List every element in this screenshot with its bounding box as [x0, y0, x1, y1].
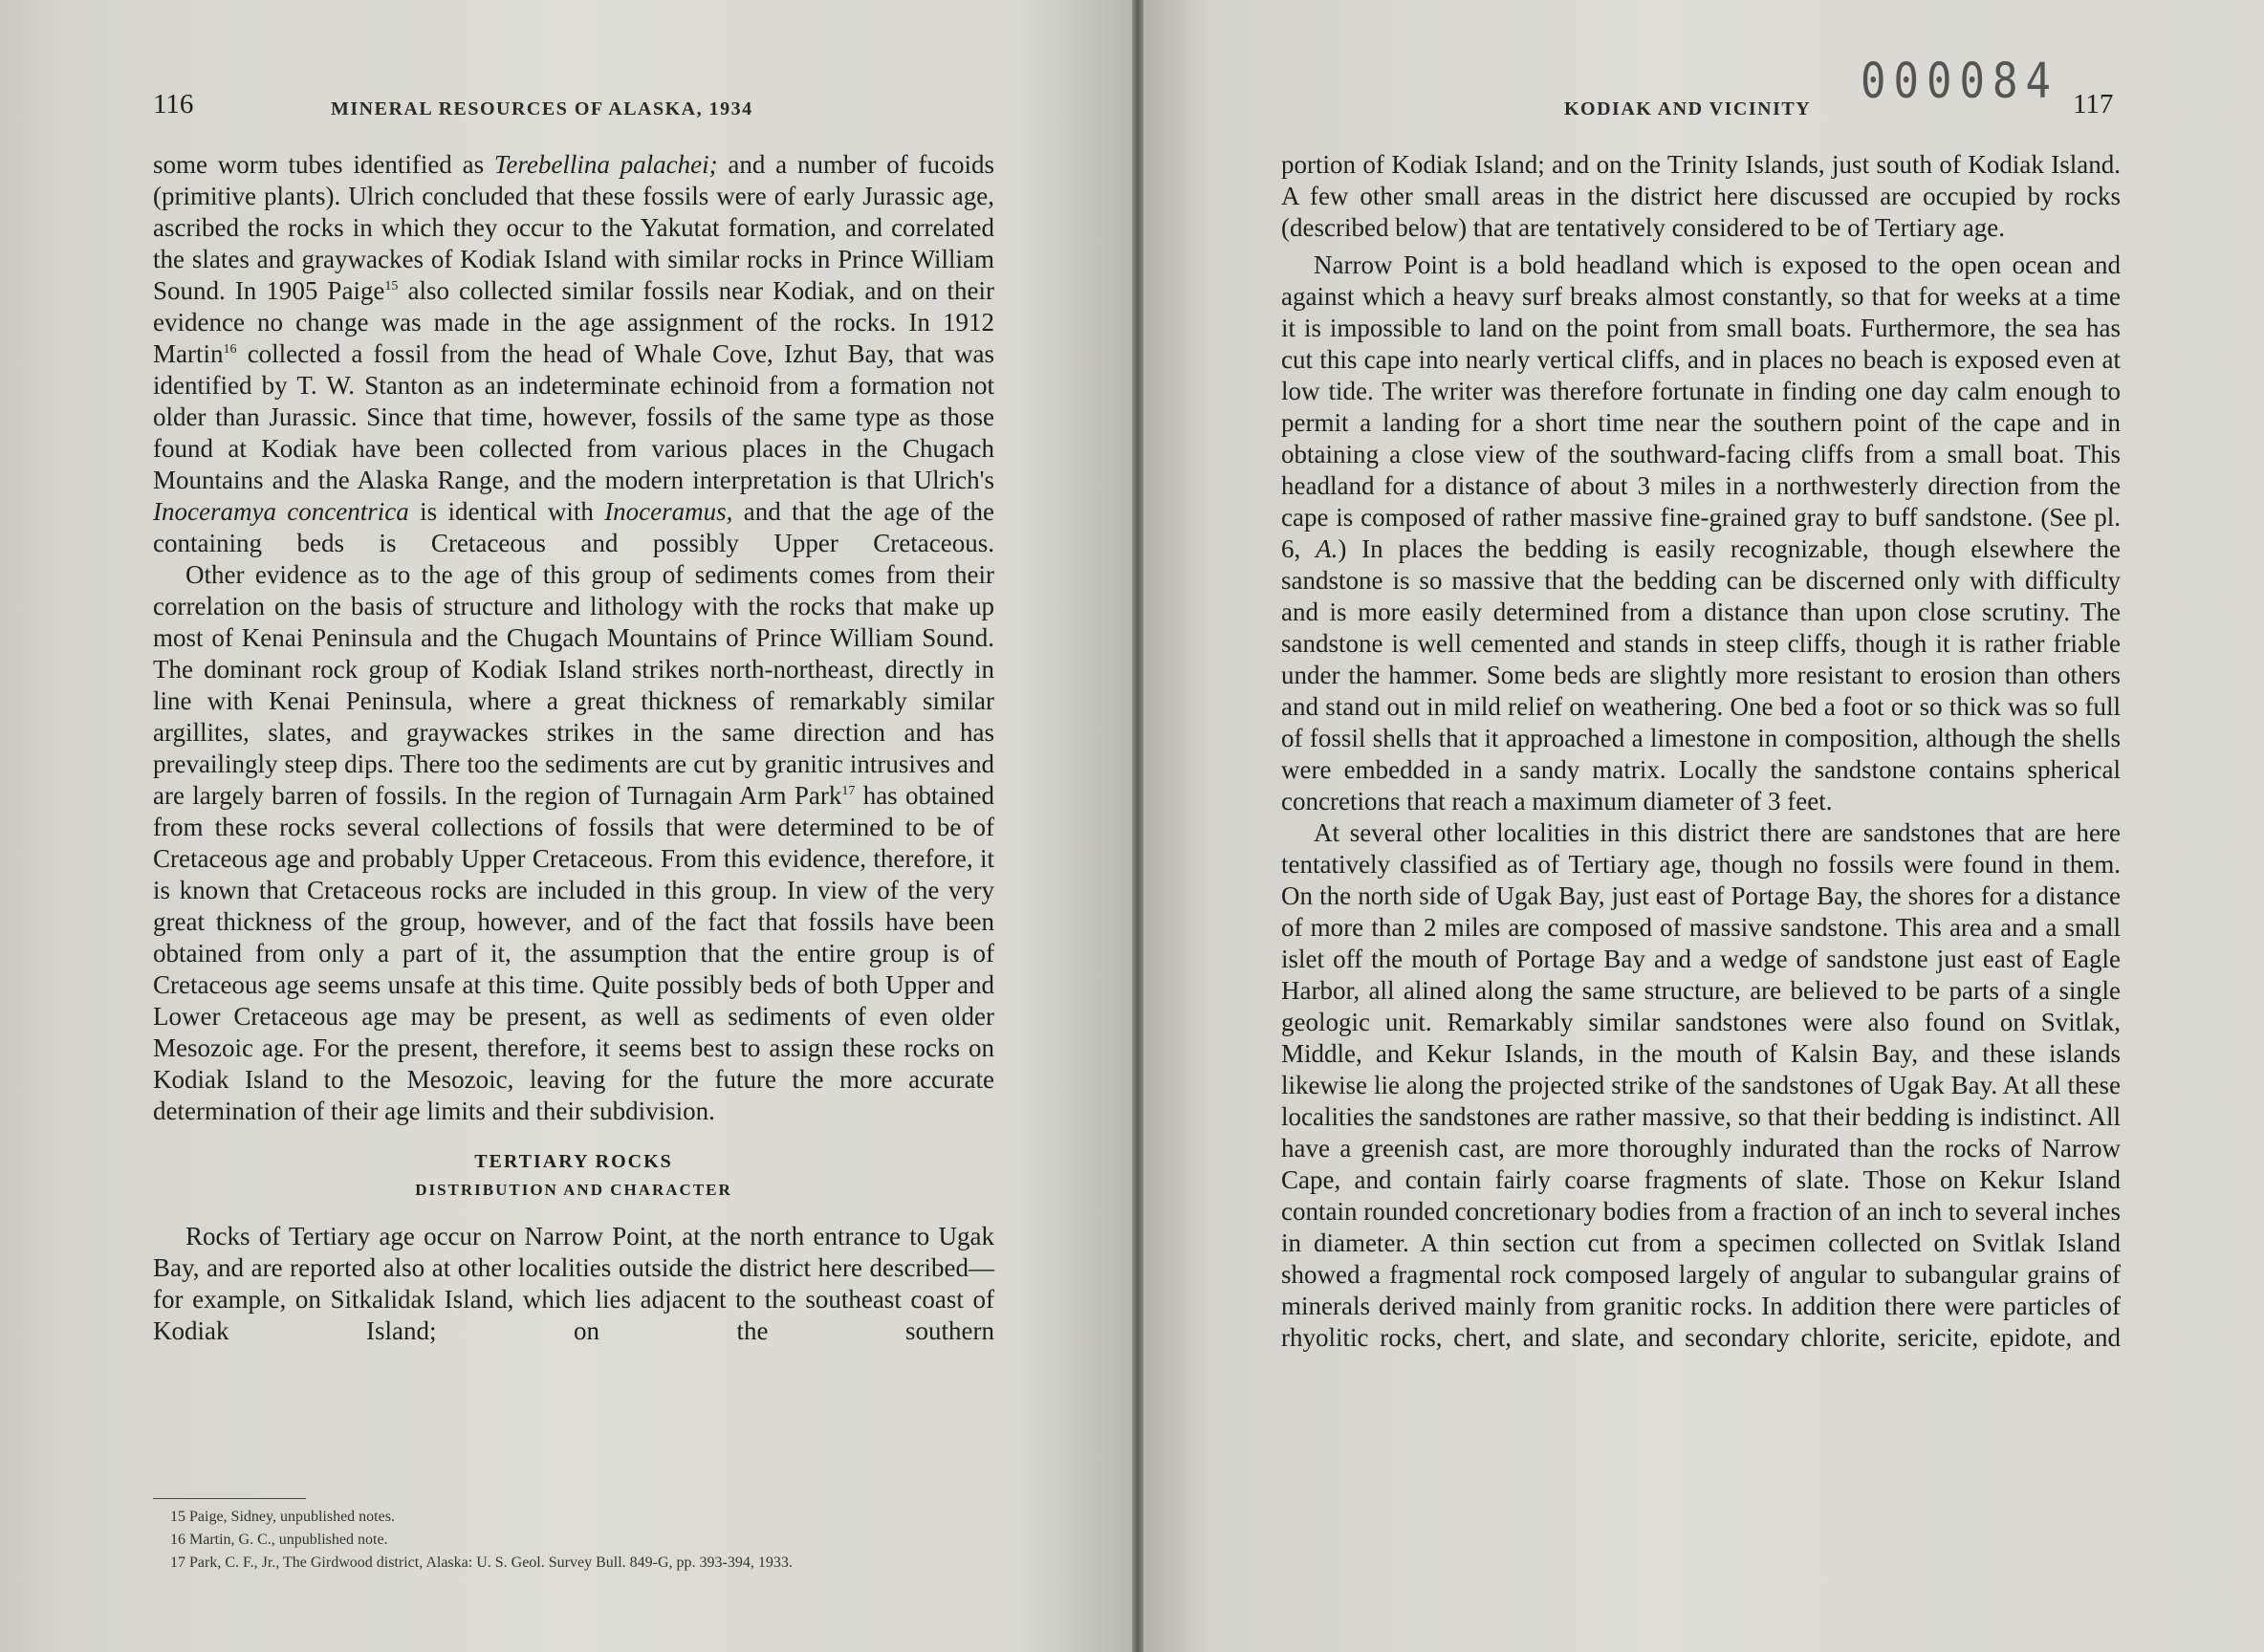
- section-heading: TERTIARY ROCKS: [474, 1151, 673, 1172]
- text-run: Other evidence as to the age of this group of sediments comes from their correlation on the basis of structure and lithology with the rocks that make up most of Kenai Peninsula and the Chugach Mountains of Prince William Sound. The dominant rock group of Kodiak Island strikes north-northeast, directly in line with Kenai Peninsula, where a great thickness of remarkably similar argillites, slates, and graywackes strikes in the same direction and has prevailingly steep dips. There too the sediments are cut by granitic intrusives and are largely barren of fossils. In the region of Turnagain Arm Park: [153, 560, 994, 810]
- footnote: 16 Martin, G. C., unpublished note.: [170, 1532, 388, 1548]
- text-run: and a number of fucoids (primitive plants). Ulrich concluded that these fossils were of early Jurassic age, ascribed the rocks in which they occur to the Yakutat formation, and correlated the slates and graywackes of Kodiak Island with similar rocks in Prince William Sound. In 1905 Paige: [153, 150, 994, 305]
- book-gutter: [1132, 0, 1143, 1652]
- paragraph: Rocks of Tertiary age occur on Narrow Point, at the north entrance to Ugak Bay, and are reported also at other localities outside the district here described—for example, on Sitkalidak Island, which lies adjacent to the southeast coast of Kodiak Island; on the southern: [153, 1222, 994, 1345]
- running-head-right: KODIAK AND VICINITY: [1564, 98, 1812, 120]
- footnote: 15 Paige, Sidney, unpublished notes.: [170, 1509, 395, 1525]
- paragraph: [153, 149, 994, 559]
- footnote-marker: 15: [384, 279, 399, 293]
- text-run: has obtained from these rocks several collections of fossils that were determined to be of Cretaceous age and probably Upper Cretaceous. From this evidence, therefore, it is known that Cretaceous rocks are included in this group. In view of the very great thickness of the group, however, and of the fact that fossils have been obtained from only a part of it, the assumption that the entire group is of Cretaceous age seems unsafe at this time. Quite possibly beds of both Upper and Lower Cretaceous age may be present, as well as sediments of even older Mesozoic age. For the present, therefore, it seems best to assign these rocks on Kodiak Island to the Mesozoic, leaving for the future the more accurate determination of their age limits and their subdivision.: [153, 781, 995, 1125]
- footnote-marker: 17: [841, 784, 856, 798]
- italic-text: Terebellina palachei;: [493, 150, 718, 179]
- footnote-marker: 16: [223, 342, 237, 357]
- text-run: and that the age of the containing beds is Cretaceous and possibly Upper Cretaceous.: [153, 497, 994, 557]
- text-run: Narrow Point is a bold headland which is exposed to the open ocean and against which a heavy surf breaks almost constantly, so that for weeks at a time it is impossible to land on the point from small boats. Furthermore, the sea has cut this cape into nearly vertical cliffs, and in places no beach is exposed even at low tide. The writer was therefore fortunate in finding one day calm enough to permit a landing for a short time near the southern point of the cape and in obtaining a close view of the southward-facing cliffs from a small boat. This headland for a distance of about 3 miles in a northwesterly direction from the cape is composed of rather massive fine-grained gray to buff sandstone. (See pl. 6,: [1281, 250, 2121, 563]
- italic-text: A.: [1316, 534, 1339, 563]
- paragraph: portion of Kodiak Island; and on the Trinity Islands, just south of Kodiak Island. A few other small areas in the district here discussed are occupied by rocks (described below) that are tentatively considered to be of Tertiary age.: [1281, 150, 2121, 242]
- right-column: [1281, 149, 2121, 1354]
- italic-text: Inoceramus,: [604, 497, 733, 526]
- footnote-rule: [153, 1498, 306, 1499]
- left-column: [153, 149, 994, 1347]
- footnotes: [170, 1506, 793, 1575]
- italic-text: Inoceramya concentrica: [153, 497, 409, 526]
- paragraph: [153, 559, 994, 1127]
- paragraph: [1281, 250, 2121, 817]
- text-run: ) In places the bedding is easily recognizable, though elsewhere the sandstone is so massive that the bedding can be discerned only with difficulty and is more easily determined from a distance than upon close scrutiny. The sandstone is well cemented and stands in steep cliffs, though it is rather friable under the hammer. Some beds are slightly more resistant to erosion than others and stand out in mild relief on weathering. One bed a foot or so thick was so full of fossil shells that it approached a limestone in composition, although the shells were embedded in a sandy matrix. Locally the sandstone contains spherical concretions that reach a maximum diameter of 3 feet.: [1281, 534, 2121, 815]
- text-run: also collected similar fossils near Kodiak, and on their evidence no change was made in the age assignment of the rocks. In 1912 Martin: [153, 276, 995, 368]
- running-head-left: MINERAL RESOURCES OF ALASKA, 1934: [331, 98, 753, 120]
- page-number-right: 117: [2073, 89, 2114, 120]
- footnote: 17 Park, C. F., Jr., The Girdwood district, Alaska: U. S. Geol. Survey Bull. 849-G, pp. 393-394, 1933.: [170, 1554, 793, 1571]
- archive-stamp: 000084: [1861, 54, 2058, 110]
- sub-heading: DISTRIBUTION AND CHARACTER: [415, 1181, 732, 1199]
- right-page: [1143, 0, 2264, 1652]
- text-run: some worm tubes identified as: [153, 150, 494, 179]
- page-number-left: 116: [153, 89, 194, 120]
- text-run: is identical with: [408, 497, 605, 526]
- text-run: collected a fossil from the head of Whale Cove, Izhut Bay, that was identified by T. W. Stanton as an indeterminate echinoid from a formation not older than Jurassic. Since that time, however, fossils of the same type as those found at Kodiak have been collected from various places in the Chugach Mountains and the Alaska Range, and the modern interpretation is that Ulrich's: [153, 339, 994, 494]
- paragraph: At several other localities in this district there are sandstones that are here tentatively classified as of Tertiary age, though no fossils were found in them. On the north side of Ugak Bay, just east of Portage Bay, the shores for a distance of more than 2 miles are composed of massive sandstone. This area and a small islet off the mouth of Portage Bay and a wedge of sandstone just east of Eagle Harbor, all alined along the same structure, are believed to be parts of a single geologic unit. Remarkably similar sandstones were also found on Svitlak, Middle, and Kekur Islands, in the mouth of Kalsin Bay, and these islands likewise lie along the projected strike of the sandstones of Ugak Bay. At all these localities the sandstones are rather massive, so that their bedding is indistinct. All have a greenish cast, are more thoroughly indurated than the rocks of Narrow Cape, and contain fairly coarse fragments of slate. Those on Kekur Island contain rounded concretionary bodies from a fraction of an inch to several inches in diameter. A thin section cut from a specimen collected on Svitlak Island showed a fragmental rock composed largely of angular to subangular grains of minerals derived mainly from granitic rocks. In addition there were particles of rhyolitic rocks, chert, and slate, and secondary chlorite, sericite, epidote, and: [1281, 818, 2121, 1352]
